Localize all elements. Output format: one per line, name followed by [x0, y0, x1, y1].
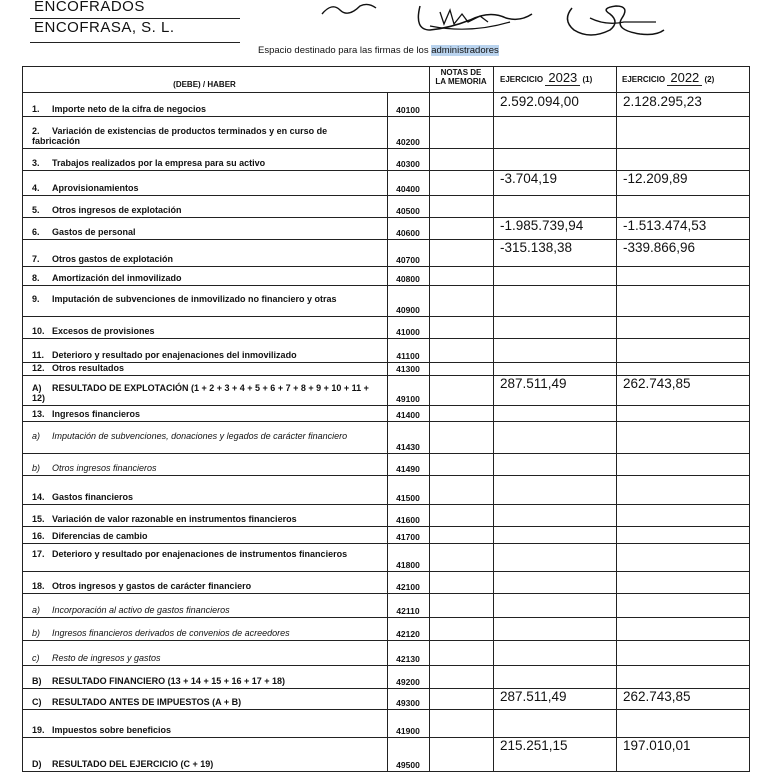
row-rule [22, 285, 749, 286]
value-2023: -3.704,19 [500, 171, 558, 186]
row-code: 41600 [396, 515, 420, 525]
table-row-label [32, 697, 377, 707]
table-row-label [32, 183, 377, 193]
table-row-label [32, 227, 377, 237]
row-number: 8. [32, 273, 40, 283]
row-number: 10. [32, 326, 45, 336]
table-row-label [32, 676, 377, 686]
row-text: Imputación de subvenciones de inmovilizado no financiero y otras [52, 294, 337, 304]
row-number: 1. [32, 104, 40, 114]
row-text: Trabajos realizados por la empresa para su activo [52, 158, 266, 168]
row-text: Resto de ingresos y gastos [52, 653, 161, 663]
row-code: 49100 [396, 394, 420, 404]
row-number: A) [32, 383, 42, 393]
row-rule [22, 266, 749, 267]
company-name-line2: ENCOFRASA, S. L. [34, 19, 175, 36]
row-code: 49200 [396, 677, 420, 687]
table-row-label [32, 104, 377, 114]
row-code: 41400 [396, 410, 420, 420]
row-code: 40100 [396, 105, 420, 115]
value-2023: 287.511,49 [500, 376, 567, 391]
table-row-label [32, 205, 377, 215]
table-row-label [32, 326, 377, 336]
row-number: C) [32, 697, 42, 707]
row-rule [22, 640, 749, 641]
table-row-label [32, 653, 377, 663]
row-rule [22, 116, 749, 117]
row-text: Incorporación al activo de gastos financieros [52, 605, 230, 615]
row-number: 14. [32, 492, 45, 502]
row-text: RESULTADO DE EXPLOTACIÓN (1 + 2 + 3 + 4 + 5 + 6 + 7 + 8 + 9 + 10 + 11 + 12) [32, 383, 369, 403]
table-row-label [32, 492, 377, 502]
row-code: 41500 [396, 493, 420, 503]
signature-caption: Espacio destinado para las firmas de los administradores [258, 45, 499, 56]
row-text: Excesos de provisiones [52, 326, 155, 336]
value-2022: 2.128.295,23 [623, 94, 702, 109]
value-2023: -1.985.739,94 [500, 218, 584, 233]
row-rule [22, 543, 749, 544]
row-text: RESULTADO DEL EJERCICIO (C + 19) [52, 759, 214, 769]
row-code: 40700 [396, 255, 420, 265]
row-text: Importe neto de la cifra de negocios [52, 104, 207, 114]
value-2022: -1.513.474,53 [623, 218, 707, 233]
row-number: 12. [32, 363, 45, 373]
row-code: 42120 [396, 629, 420, 639]
header-notas: NOTAS DE LA MEMORIA [435, 68, 487, 86]
table-row-label [32, 409, 377, 419]
row-text: Variación de existencias de productos terminados y en curso de fabricación [32, 126, 328, 146]
row-code: 40600 [396, 228, 420, 238]
value-2023: 215.251,15 [500, 738, 568, 753]
row-text: Deterioro y resultado por enajenaciones de instrumentos financieros [52, 549, 348, 559]
row-number: 2. [32, 126, 40, 136]
table-row-label [32, 273, 377, 283]
row-code: 41100 [396, 351, 420, 361]
table-row-label [32, 431, 377, 441]
row-number: D) [32, 759, 42, 769]
row-rule [22, 195, 749, 196]
table-row-label [32, 531, 377, 541]
table-row-label [32, 254, 377, 264]
value-2022: 262.743,85 [623, 689, 691, 704]
row-code: 42100 [396, 582, 420, 592]
row-rule [22, 338, 749, 339]
row-text: RESULTADO FINANCIERO (13 + 14 + 15 + 16 + 17 + 18) [52, 676, 286, 686]
value-2022: 262.743,85 [623, 376, 691, 391]
row-number: 3. [32, 158, 40, 168]
row-text: Otros resultados [52, 363, 125, 373]
row-number: 16. [32, 531, 45, 541]
row-rule [22, 421, 749, 422]
header-ejercicio-2022: EJERCICIO 2022 (2) [622, 70, 715, 85]
table-row-label [32, 725, 377, 735]
row-number: 13. [32, 409, 45, 419]
row-number: 4. [32, 183, 40, 193]
row-number: 18. [32, 581, 45, 591]
table-row-label [32, 605, 377, 615]
row-text: Otros gastos de explotación [52, 254, 174, 264]
row-text: Ingresos financieros derivados de convenios de acreedores [52, 628, 290, 638]
row-code: 49500 [396, 760, 420, 770]
row-rule [22, 316, 749, 317]
row-text: Variación de valor razonable en instrumentos financieros [52, 514, 297, 524]
table-row-label [32, 383, 377, 403]
row-text: Otros ingresos financieros [52, 463, 157, 473]
row-number: b) [32, 463, 41, 473]
row-rule [22, 593, 749, 594]
value-2023: 287.511,49 [500, 689, 567, 704]
row-rule [22, 571, 749, 572]
table-row-label [32, 126, 377, 146]
row-code: 40800 [396, 274, 420, 284]
table-row-label [32, 628, 377, 638]
row-code: 42110 [396, 606, 420, 616]
value-2022: 197.010,01 [623, 738, 691, 753]
row-number: 9. [32, 294, 40, 304]
row-number: 17. [32, 549, 45, 559]
row-number: c) [32, 653, 40, 663]
row-number: 11. [32, 350, 45, 360]
row-text: RESULTADO ANTES DE IMPUESTOS (A + B) [52, 697, 242, 707]
header-ejercicio-2023: EJERCICIO 2023 (1) [500, 70, 593, 85]
row-rule [22, 475, 749, 476]
row-number: 6. [32, 227, 40, 237]
table-row-label [32, 350, 377, 360]
value-2023: -315.138,38 [500, 240, 573, 255]
row-text: Diferencias de cambio [52, 531, 148, 541]
row-code: 41000 [396, 327, 420, 337]
header-bottom-rule [22, 92, 749, 93]
row-number: 19. [32, 725, 45, 735]
table-row-label [32, 363, 377, 373]
row-text: Otros ingresos y gastos de carácter financiero [52, 581, 252, 591]
row-code: 40500 [396, 206, 420, 216]
signature-3 [560, 0, 670, 44]
company-underline-2 [30, 42, 240, 43]
row-rule [22, 148, 749, 149]
row-code: 41800 [396, 560, 420, 570]
row-number: a) [32, 605, 41, 615]
row-text: Gastos financieros [52, 492, 134, 502]
value-2023: 2.592.094,00 [500, 94, 579, 109]
table-row-label [32, 759, 377, 769]
row-number: 7. [32, 254, 40, 264]
row-text: Deterioro y resultado por enajenaciones del inmovilizado [52, 350, 297, 360]
row-code: 40300 [396, 159, 420, 169]
table-row-label [32, 514, 377, 524]
row-code: 40900 [396, 305, 420, 315]
value-2022: -12.209,89 [623, 171, 688, 186]
row-code: 41900 [396, 726, 420, 736]
table-row-label [32, 581, 377, 591]
row-number: a) [32, 431, 41, 441]
value-2022: -339.866,96 [623, 240, 696, 255]
row-code: 41300 [396, 364, 420, 374]
row-rule [22, 709, 749, 710]
table-row-label [32, 549, 377, 559]
company-name-line1: ENCOFRADOS [34, 0, 145, 15]
table-row-label [32, 294, 377, 304]
row-code: 41430 [396, 442, 420, 452]
row-code: 42130 [396, 654, 420, 664]
row-code: 40200 [396, 137, 420, 147]
row-number: 15. [32, 514, 45, 524]
row-text: Gastos de personal [52, 227, 136, 237]
row-number: 5. [32, 205, 40, 215]
row-code: 40400 [396, 184, 420, 194]
table-row-label [32, 158, 377, 168]
row-number: B) [32, 676, 42, 686]
row-code: 41700 [396, 532, 420, 542]
row-code: 49300 [396, 698, 420, 708]
row-text: Amortización del inmovilizado [52, 273, 182, 283]
row-text: Impuestos sobre beneficios [52, 725, 172, 735]
row-text: Aprovisionamientos [52, 183, 139, 193]
row-rule [22, 617, 749, 618]
table-row-label [32, 463, 377, 473]
row-number: b) [32, 628, 41, 638]
row-rule [22, 526, 749, 527]
row-rule [22, 665, 749, 666]
row-rule [22, 504, 749, 505]
row-rule [22, 453, 749, 454]
row-text: Ingresos financieros [52, 409, 141, 419]
row-code: 41490 [396, 464, 420, 474]
header-debe-haber: (DEBE) / HABER [173, 80, 236, 89]
row-text: Otros ingresos de explotación [52, 205, 182, 215]
signature-1 [320, 0, 380, 22]
row-text: Imputación de subvenciones, donaciones y legados de carácter financiero [52, 431, 348, 441]
signature-2 [410, 0, 540, 40]
row-rule [22, 405, 749, 406]
